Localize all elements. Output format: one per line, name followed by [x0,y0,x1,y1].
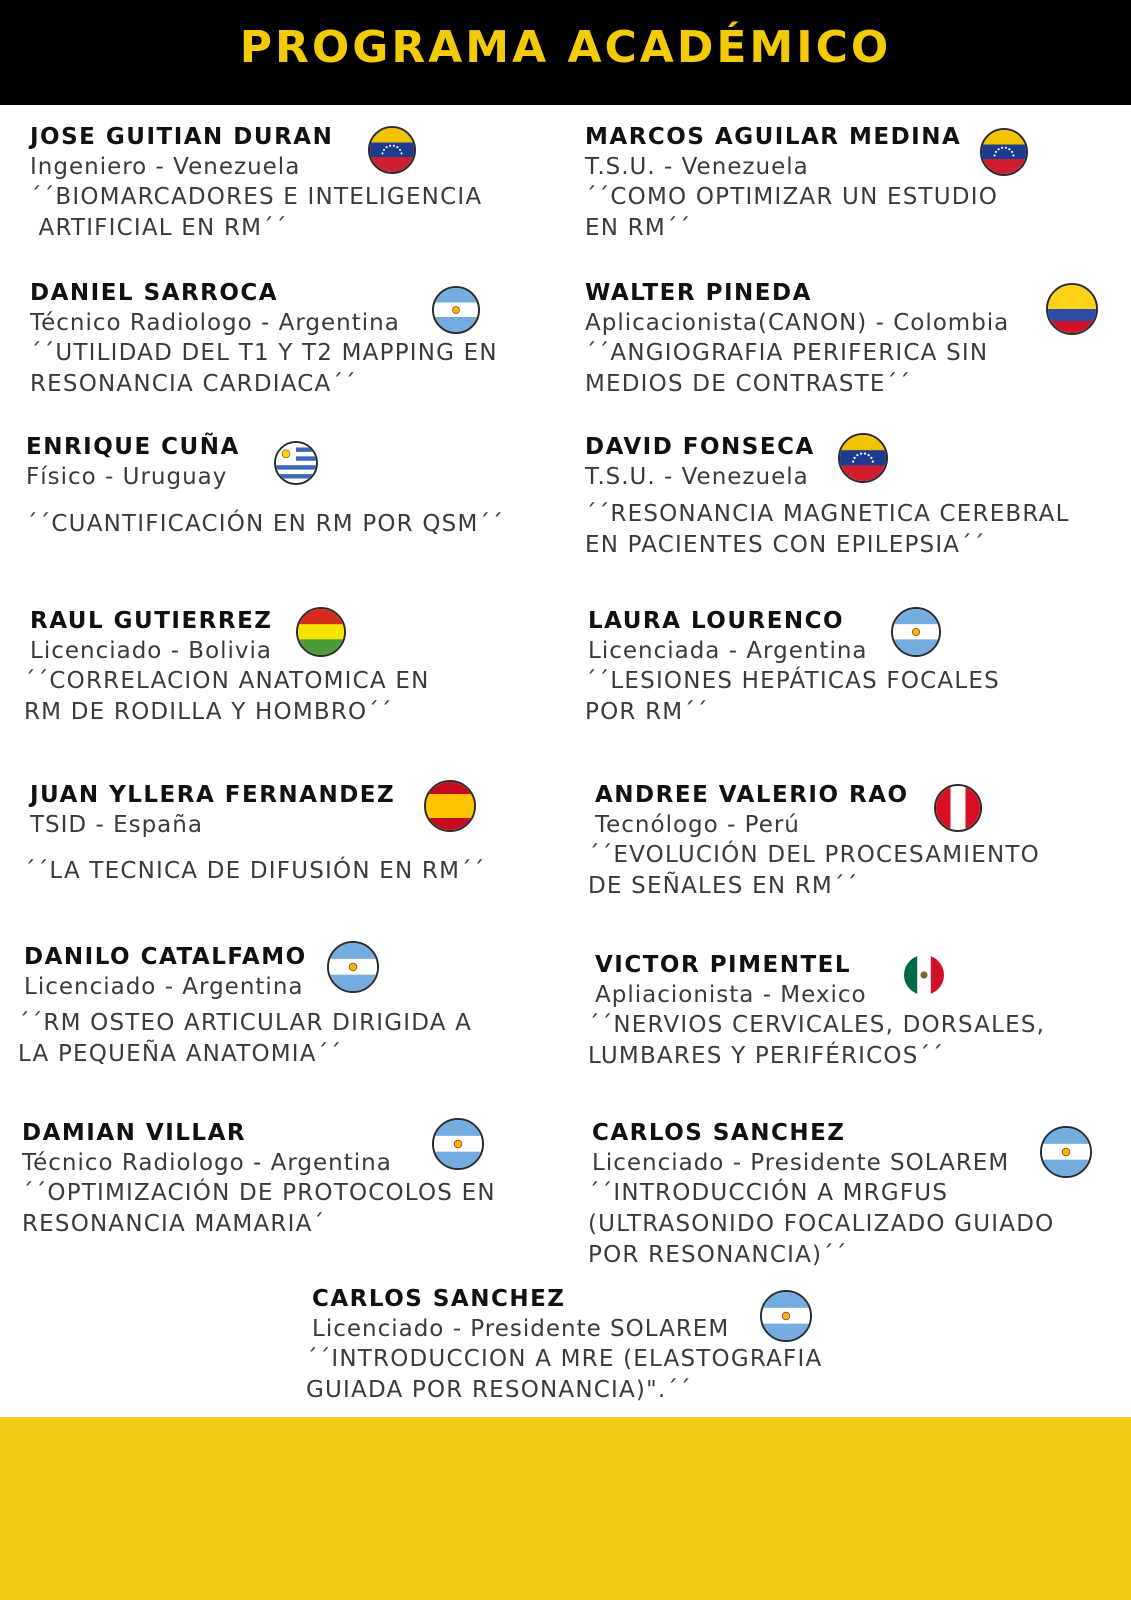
speaker-name: ENRIQUE CUÑA [26,434,240,460]
speaker-card [24,780,590,930]
speaker-name: CARLOS SANCHEZ [592,1120,846,1146]
speaker-role: Físico - Uruguay [26,464,228,490]
speaker-name: JUAN YLLERA FERNANDEZ [30,782,396,808]
venezuela-flag-icon [838,433,888,483]
speaker-name: DAMIAN VILLAR [22,1120,247,1146]
talk-title: ´´NERVIOS CERVICALES, DORSALES, LUMBARES Y PERIFÉRICOS´´ [588,1012,1046,1069]
speaker-role: Licenciado - Presidente SOLAREM [592,1150,1010,1176]
speaker-role: Técnico Radiologo - Argentina [30,310,400,336]
speaker-role: T.S.U. - Venezuela [585,464,809,490]
argentina-flag-icon [1040,1126,1092,1178]
speaker-name: DAVID FONSECA [585,434,815,460]
speaker-name: VICTOR PIMENTEL [595,952,852,978]
speaker-role: TSID - España [30,812,203,838]
talk-title: ´´ANGIOGRAFIA PERIFERICA SIN MEDIOS DE CONTRASTE´´ [585,340,989,397]
talk-title: ´´COMO OPTIMIZAR UN ESTUDIO EN RM´´ [585,184,999,241]
speaker-role: Técnico Radiologo - Argentina [22,1150,392,1176]
bolivia-flag-icon [296,607,346,657]
page-title: PROGRAMA ACADÉMICO [239,22,892,73]
talk-title: ´´CUANTIFICACIÓN EN RM POR QSM´´ [26,511,504,537]
venezuela-flag-icon [980,128,1028,176]
mexico-flag-icon [904,955,944,995]
speaker-card [30,278,590,428]
talk-title: ´´UTILIDAD DEL T1 Y T2 MAPPING EN RESONANCIA CARDIACA´´ [30,340,498,397]
talk-title: ´´OPTIMIZACIÓN DE PROTOCOLOS EN RESONANCIA MAMARIA´ [22,1180,496,1237]
talk-title: ´´CORRELACION ANATOMICA EN RM DE RODILLA Y HOMBRO´´ [24,668,430,725]
speaker-role: Apliacionista - Mexico [595,982,867,1008]
header-bar [0,0,1131,105]
speaker-role: Licenciado - Bolivia [30,638,273,664]
speaker-name: WALTER PINEDA [585,280,812,306]
speaker-name: MARCOS AGUILAR MEDINA [585,124,962,150]
speaker-role: Licenciado - Argentina [24,974,304,1000]
speaker-role: Aplicacionista(CANON) - Colombia [585,310,1010,336]
speaker-name: RAUL GUTIERREZ [30,608,273,634]
talk-title: ´´LESIONES HEPÁTICAS FOCALES POR RM´´ [585,668,1000,725]
uruguay-flag-icon [274,441,318,485]
talk-title: ´´EVOLUCIÓN DEL PROCESAMIENTO DE SEÑALES EN RM´´ [588,842,1040,899]
talk-title: ´´RESONANCIA MAGNETICA CEREBRAL EN PACIENTES CON EPILEPSIA´´ [585,501,1070,558]
speaker-name: CARLOS SANCHEZ [312,1286,566,1312]
speaker-name: LAURA LOURENCO [588,608,845,634]
speaker-role: T.S.U. - Venezuela [585,154,809,180]
colombia-flag-icon [1046,283,1098,335]
speaker-name: ANDREE VALERIO RAO [595,782,909,808]
talk-title: ´´INTRODUCCION A MRE (ELASTOGRAFIA GUIADA POR RESONANCIA)".´´ [306,1346,823,1403]
speaker-card [18,942,584,1092]
talk-title: ´´INTRODUCCIÓN A MRGFUS (ULTRASONIDO FOCALIZADO GUIADO POR RESONANCIA)´´ [588,1180,1055,1268]
argentina-flag-icon [327,941,379,993]
speaker-role: Licenciado - Presidente SOLAREM [312,1316,730,1342]
speaker-card [585,606,1131,756]
speaker-card [22,1118,582,1268]
speaker-card [585,122,1131,272]
argentina-flag-icon [760,1290,812,1342]
peru-flag-icon [934,784,982,832]
argentina-flag-icon [432,286,480,334]
speaker-card [588,950,1131,1100]
speaker-role: Ingeniero - Venezuela [30,154,301,180]
talk-title: ´´RM OSTEO ARTICULAR DIRIGIDA A LA PEQUEÑA ANATOMIA´´ [18,1010,473,1067]
speaker-card [588,780,1131,930]
speaker-name: DANIEL SARROCA [30,280,279,306]
spain-flag-icon [424,780,476,832]
speaker-card [30,122,590,272]
footer-band [0,1417,1131,1600]
argentina-flag-icon [891,607,941,657]
speaker-role: Tecnólogo - Perú [595,812,800,838]
talk-title: ´´LA TECNICA DE DIFUSIÓN EN RM´´ [24,858,486,884]
speaker-name: JOSE GUITIAN DURAN [30,124,334,150]
speaker-name: DANILO CATALFAMO [24,944,307,970]
speaker-role: Licenciada - Argentina [588,638,868,664]
talk-title: ´´BIOMARCADORES E INTELIGENCIA ARTIFICIAL EN RM´´ [30,184,483,241]
venezuela-flag-icon [368,126,416,174]
argentina-flag-icon [432,1118,484,1170]
